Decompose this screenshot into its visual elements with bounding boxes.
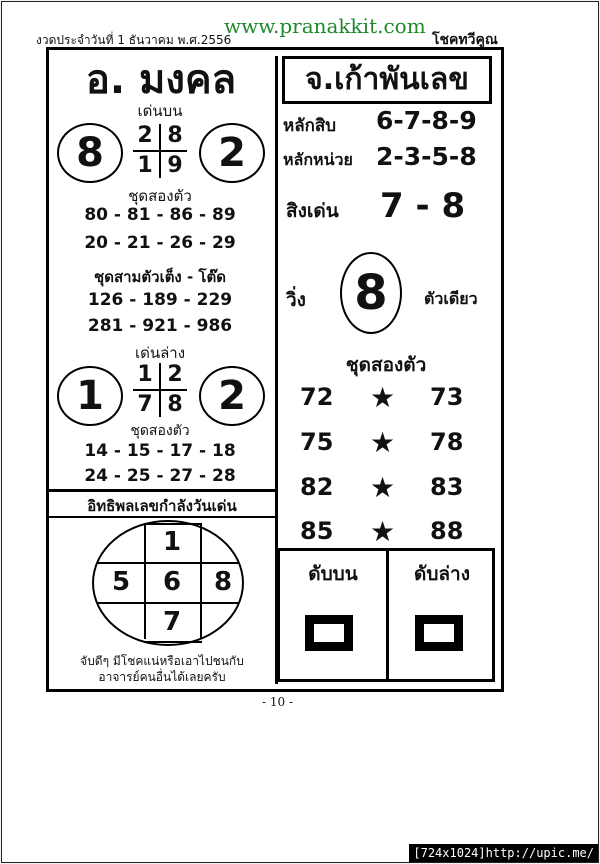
bottom-right-digit: 2 (199, 366, 265, 426)
bottom-left-digit: 1 (57, 366, 123, 426)
units-label: หลักหน่วย (283, 150, 353, 169)
top-right-digit: 2 (199, 123, 265, 183)
footer-note: จับดีๆ มีโชคแน่หรือเอาไปชนกับ (80, 654, 244, 668)
three-digit-label: ชุดสามตัวเต็ง - โต๊ด (94, 268, 226, 286)
issue-date: งวดประจำวันที่ 1 ธันวาคม พ.ศ.2556 (36, 33, 232, 47)
top-label: เด่นบน (137, 102, 183, 120)
site-url[interactable]: www.pranakkit.com (224, 14, 426, 38)
run-label: วิ่ง (286, 289, 306, 311)
star-icon: ★ (370, 515, 396, 548)
pair-left: 85 (300, 517, 334, 545)
grid-cell: 9 (167, 153, 183, 178)
tens-label: หลักสิบ (283, 116, 337, 136)
footer-note: อาจารย์คนอื่นได้เลยครับ (98, 670, 226, 684)
pair-left: 72 (300, 383, 334, 411)
influence-top: 1 (162, 527, 182, 557)
bottom-box-label: ดับล่าง (414, 563, 470, 585)
grid-cell: 2 (167, 362, 183, 387)
square-icon (305, 615, 353, 651)
grid-cell: 8 (167, 123, 183, 148)
three-digit-row: 126 - 189 - 229 (87, 290, 233, 310)
top-digit-grid (131, 122, 189, 180)
left-title: อ. มงคล (85, 57, 237, 103)
influence-right: 8 (213, 567, 233, 597)
highlight-value: 7 - 8 (380, 186, 466, 226)
influence-title: อิทธิพลเลขกำลังวันเด่น (87, 497, 237, 515)
elimination-box (277, 548, 495, 682)
pair-left: 75 (300, 428, 334, 456)
grid-cell: 7 (137, 392, 153, 417)
pair-right: 88 (430, 517, 464, 545)
influence-grid (94, 521, 242, 643)
pairs2-row: 14 - 15 - 17 - 18 (84, 441, 236, 461)
single-label: ตัวเดียว (424, 289, 478, 308)
run-digit: 8 (340, 252, 402, 334)
pairs2-label: ชุดสองตัว (130, 423, 190, 439)
pairs-label: ชุดสองตัว (128, 187, 192, 205)
three-digit-row: 281 - 921 - 986 (87, 316, 233, 336)
top-left-digit: 8 (57, 123, 123, 183)
page-number: - 10 - (262, 695, 294, 709)
pairs-row: 80 - 81 - 86 - 89 (84, 205, 236, 225)
pair-right: 73 (430, 383, 464, 411)
right-title: จ.เก้าพันเลข (282, 56, 492, 104)
highlight-label: สิงเด่น (286, 200, 339, 222)
star-icon: ★ (370, 426, 396, 459)
pair-right: 83 (430, 473, 464, 501)
section-divider (48, 489, 276, 492)
pairs-row: 20 - 21 - 26 - 29 (84, 233, 236, 253)
upload-stamp: [724x1024]http://upic.me/ (409, 844, 598, 862)
section-divider (48, 516, 276, 518)
grid-cell: 2 (137, 123, 153, 148)
top-box-label: ดับบน (308, 563, 358, 585)
star-icon: ★ (370, 381, 396, 414)
pair-right: 78 (430, 428, 464, 456)
bottom-digit-grid (131, 361, 189, 419)
tens-value: 6-7-8-9 (376, 106, 477, 135)
star-icon: ★ (370, 471, 396, 504)
bottom-label: เด่นล่าง (134, 344, 186, 362)
grid-cell: 1 (137, 362, 153, 387)
pair-left: 82 (300, 473, 334, 501)
right-pairs-label: ชุดสองตัว (345, 354, 427, 376)
grid-cell: 8 (167, 392, 183, 417)
influence-center: 6 (162, 567, 182, 597)
grid-cell: 1 (137, 153, 153, 178)
square-icon (415, 615, 463, 651)
units-value: 2-3-5-8 (376, 142, 477, 171)
influence-bottom: 7 (162, 607, 182, 637)
influence-left: 5 (111, 567, 131, 597)
pairs2-row: 24 - 25 - 27 - 28 (84, 466, 236, 486)
column-name: โชคทวีคูณ (432, 32, 498, 48)
